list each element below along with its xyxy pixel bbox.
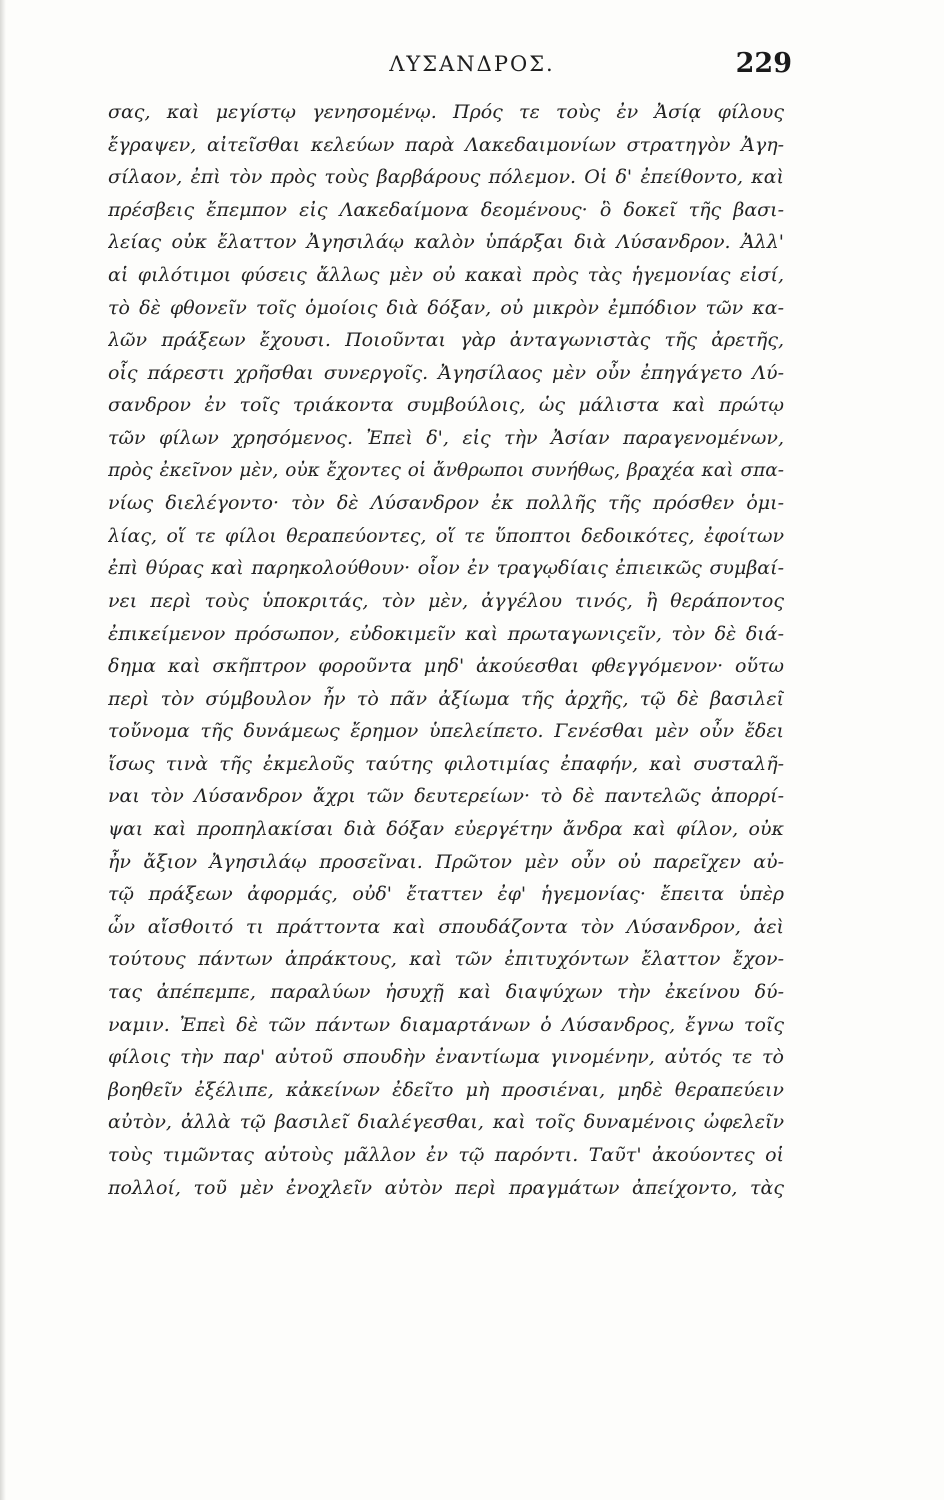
page-gutter-shadow [0,0,6,1500]
text-line: πρὸς ἐκεῖνον μὲν, οὐκ ἔχοντες οἱ ἄνθρωποι συνήθως, βραχέα καὶ σπα- [108,459,784,481]
text-line: ἐπὶ θύρας καὶ παρηκολούθουν· οἷον ἐν τραγῳδίαις ἐπιεικῶς συμβαί- [108,557,784,580]
text-line: δημα καὶ σκῆπτρον φοροῦντα μηδ' ἀκούεσθαι φθεγγόμενον· οὕτω [108,655,784,678]
running-title: ΛΥΣΑΝΔΡΟΣ. [389,52,555,76]
text-line: ἦν ἄξιον Ἀγησιλάῳ προσεῖναι. Πρῶτον μὲν οὖν οὐ παρεῖχεν αὐ- [108,850,784,873]
text-line: φίλοις τὴν παρ' αὐτοῦ σπουδὴν ἐναντίωμα γινομένην, αὐτός τε τὸ [108,1046,784,1069]
text-line: βοηθεῖν ἐξέλιπε, κἀκείνων ἐδεῖτο μὴ προσιέναι, μηδὲ θεραπεύειν [108,1078,784,1101]
text-line: ὧν αἴσθοιτό τι πράττοντα καὶ σπουδάζοντα τὸν Λύσανδρον, ἀεὶ [108,915,784,938]
text-line: αἱ φιλότιμοι φύσεις ἄλλως μὲν οὐ κακαὶ πρὸς τὰς ἡγεμονίας εἰσί, [108,263,784,286]
text-line: αὐτὸν, ἀλλὰ τῷ βασιλεῖ διαλέγεσθαι, καὶ τοῖς δυναμένοις ὠφελεῖν [108,1111,784,1134]
text-line: ψαι καὶ προπηλακίσαι διὰ δόξαν εὐεργέτην ἄνδρα καὶ φίλον, οὐκ [108,818,784,841]
text-line: τῷ πράξεων ἀφορμάς, οὐδ' ἔταττεν ἐφ' ἡγεμονίας· ἔπειτα ὑπὲρ [108,883,784,906]
running-head [0,48,944,92]
text-line: σανδρον ἐν τοῖς τριάκοντα συμβούλοις, ὡς μάλιστα καὶ πρώτῳ [108,394,784,417]
text-line: οἷς πάρεστι χρῆσθαι συνεργοῖς. Ἀγησίλαος μὲν οὖν ἐπηγάγετο Λύ- [108,361,784,384]
text-line: νίως διελέγοντο· τὸν δὲ Λύσανδρον ἐκ πολλῆς τῆς πρόσθεν ὁμι- [108,492,784,515]
text-line: ναι τὸν Λύσανδρον ἄχρι τῶν δευτερείων· τὸ δὲ παντελῶς ἀπορρί- [108,785,784,808]
text-line: λῶν πράξεων ἔχουσι. Ποιοῦνται γὰρ ἀνταγωνιστὰς τῆς ἀρετῆς, [108,329,784,352]
page-number: 229 [735,48,792,79]
text-line: τῶν φίλων χρησόμενος. Ἐπεὶ δ', εἰς τὴν Ἀσίαν παραγενομένων, [108,426,784,449]
text-line: τοὺς τιμῶντας αὐτοὺς μᾶλλον ἐν τῷ παρόντι. Ταῦτ' ἀκούοντες οἱ [108,1144,784,1166]
text-line: πρέσβεις ἔπεμπον εἰς Λακεδαίμονα δεομένους· ὃ δοκεῖ τῆς βασι- [108,198,784,221]
text-line: σίλαον, ἐπὶ τὸν πρὸς τοὺς βαρβάρους πόλεμον. Οἱ δ' ἐπείθοντο, καὶ [108,166,784,189]
text-line: σας, καὶ μεγίστῳ γενησομένῳ. Πρός τε τοὺς ἐν Ἀσίᾳ φίλους [108,101,784,123]
text-line: νει περὶ τοὺς ὑποκριτάς, τὸν μὲν, ἀγγέλου τινός, ἢ θεράποντος [108,589,784,612]
text-line: ἐπικείμενον πρόσωπον, εὐδοκιμεῖν καὶ πρωταγωνιςεῖν, τὸν δὲ διά- [108,622,784,645]
text-line: λείας οὐκ ἔλαττον Ἀγησιλάῳ καλὸν ὑπάρξαι διὰ Λύσανδρον. Ἀλλ' [108,231,784,254]
text-line: τοὔνομα τῆς δυνάμεως ἔρημον ὑπελείπετο. Γενέσθαι μὲν οὖν ἔδει [108,720,784,743]
text-line: πολλοί, τοῦ μὲν ἐνοχλεῖν αὐτὸν περὶ πραγμάτων ἀπείχοντο, τὰς [108,1176,784,1199]
text-line: τας ἀπέπεμπε, παραλύων ἡσυχῇ καὶ διαψύχων τὴν ἐκείνου δύ- [108,981,784,1004]
text-line: ἴσως τινὰ τῆς ἐκμελοῦς ταύτης φιλοτιμίας ἐπαφήν, καὶ συσταλῆ- [108,752,784,775]
text-line: λίας, οἵ τε φίλοι θεραπεύοντες, οἵ τε ὕποπτοι δεδοικότες, ἐφοίτων [108,524,784,547]
text-line: τούτους πάντων ἀπράκτους, καὶ τῶν ἐπιτυχόντων ἔλαττον ἔχον- [108,948,784,971]
text-line: ἔγραψεν, αἰτεῖσθαι κελεύων παρὰ Λακεδαιμονίων στρατηγὸν Ἀγη- [108,133,784,156]
body-text [108,96,784,1204]
text-line: ναμιν. Ἐπεὶ δὲ τῶν πάντων διαμαρτάνων ὁ Λύσανδρος, ἔγνω τοῖς [108,1013,784,1036]
text-line: τὸ δὲ φθονεῖν τοῖς ὁμοίοις διὰ δόξαν, οὐ μικρὸν ἐμπόδιον τῶν κα- [108,296,784,319]
text-line: περὶ τὸν σύμβουλον ἦν τὸ πᾶν ἀξίωμα τῆς ἀρχῆς, τῷ δὲ βασιλεῖ [108,687,784,710]
